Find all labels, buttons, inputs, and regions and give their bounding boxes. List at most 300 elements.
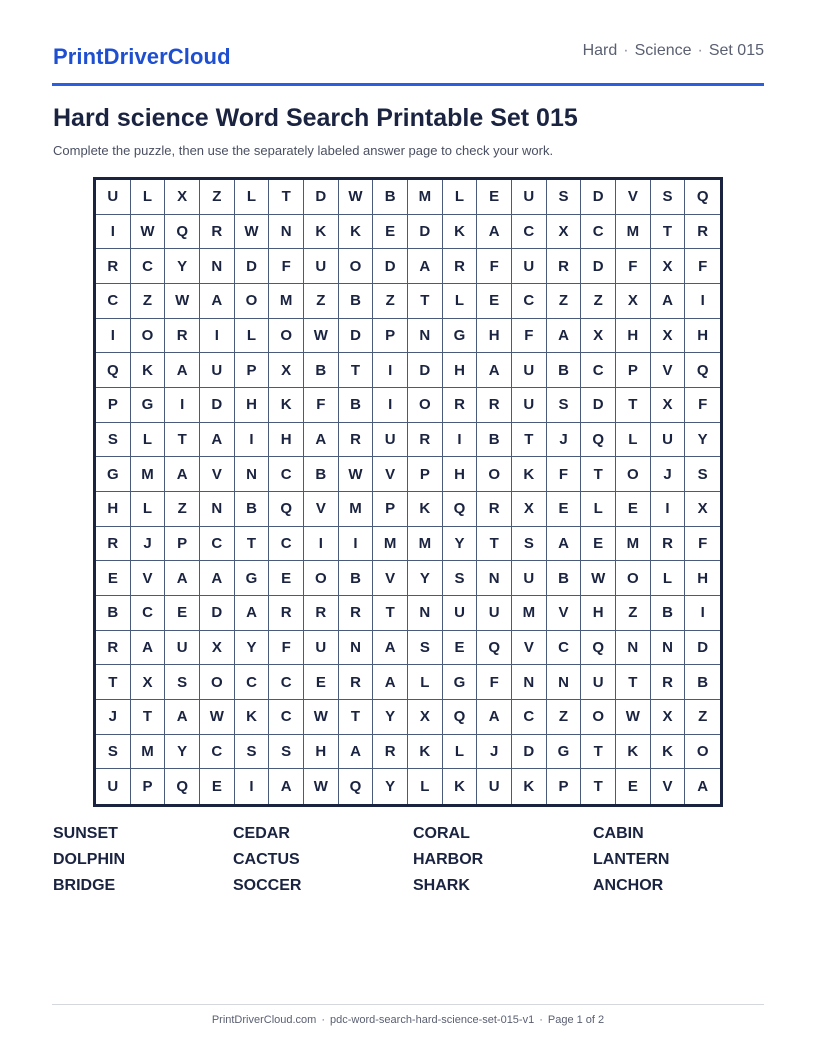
grid-cell[interactable]: U <box>200 353 235 388</box>
grid-cell[interactable]: D <box>373 249 408 284</box>
grid-cell[interactable]: Z <box>616 596 651 631</box>
grid-cell[interactable]: S <box>443 561 478 596</box>
grid-cell[interactable]: H <box>269 423 304 458</box>
grid-cell[interactable]: A <box>477 215 512 250</box>
grid-cell[interactable]: V <box>547 596 582 631</box>
grid-cell[interactable]: L <box>443 180 478 215</box>
grid-cell[interactable]: I <box>165 388 200 423</box>
grid-cell[interactable]: E <box>443 631 478 666</box>
grid-cell[interactable]: X <box>512 492 547 527</box>
grid-cell[interactable]: B <box>339 388 374 423</box>
grid-cell[interactable]: F <box>304 388 339 423</box>
grid-cell[interactable]: S <box>685 457 720 492</box>
grid-cell[interactable]: T <box>339 353 374 388</box>
grid-cell[interactable]: B <box>651 596 686 631</box>
grid-cell[interactable]: T <box>339 700 374 735</box>
grid-cell[interactable]: U <box>165 631 200 666</box>
grid-cell[interactable]: Q <box>685 353 720 388</box>
grid-cell[interactable]: R <box>547 249 582 284</box>
grid-cell[interactable]: C <box>96 284 131 319</box>
grid-cell[interactable]: S <box>165 665 200 700</box>
grid-cell[interactable]: S <box>408 631 443 666</box>
grid-cell[interactable]: X <box>685 492 720 527</box>
grid-cell[interactable]: A <box>373 631 408 666</box>
grid-cell[interactable]: S <box>96 735 131 770</box>
grid-cell[interactable]: L <box>581 492 616 527</box>
grid-cell[interactable]: R <box>96 631 131 666</box>
grid-cell[interactable]: H <box>443 457 478 492</box>
grid-cell[interactable]: T <box>581 735 616 770</box>
grid-cell[interactable]: G <box>131 388 166 423</box>
grid-cell[interactable]: Y <box>165 249 200 284</box>
grid-cell[interactable]: M <box>408 527 443 562</box>
grid-cell[interactable]: I <box>373 388 408 423</box>
grid-cell[interactable]: I <box>96 319 131 354</box>
grid-cell[interactable]: L <box>443 735 478 770</box>
grid-cell[interactable]: U <box>512 249 547 284</box>
grid-cell[interactable]: K <box>131 353 166 388</box>
grid-cell[interactable]: O <box>616 561 651 596</box>
grid-cell[interactable]: W <box>235 215 270 250</box>
grid-cell[interactable]: H <box>304 735 339 770</box>
grid-cell[interactable]: C <box>131 249 166 284</box>
grid-cell[interactable]: L <box>235 180 270 215</box>
grid-cell[interactable]: K <box>512 457 547 492</box>
grid-cell[interactable]: S <box>235 735 270 770</box>
grid-cell[interactable]: D <box>235 249 270 284</box>
grid-cell[interactable]: R <box>304 596 339 631</box>
grid-cell[interactable]: C <box>200 527 235 562</box>
grid-cell[interactable]: A <box>200 284 235 319</box>
grid-cell[interactable]: X <box>547 215 582 250</box>
grid-cell[interactable]: X <box>269 353 304 388</box>
grid-cell[interactable]: U <box>512 561 547 596</box>
grid-cell[interactable]: O <box>408 388 443 423</box>
grid-cell[interactable]: N <box>651 631 686 666</box>
grid-cell[interactable]: W <box>304 769 339 804</box>
grid-cell[interactable]: R <box>443 388 478 423</box>
grid-cell[interactable]: K <box>269 388 304 423</box>
grid-cell[interactable]: V <box>304 492 339 527</box>
grid-cell[interactable]: C <box>131 596 166 631</box>
grid-cell[interactable]: U <box>512 180 547 215</box>
grid-cell[interactable]: H <box>235 388 270 423</box>
grid-cell[interactable]: R <box>339 665 374 700</box>
grid-cell[interactable]: W <box>200 700 235 735</box>
grid-cell[interactable]: R <box>200 215 235 250</box>
grid-cell[interactable]: K <box>304 215 339 250</box>
grid-cell[interactable]: C <box>200 735 235 770</box>
grid-cell[interactable]: U <box>304 631 339 666</box>
grid-cell[interactable]: P <box>235 353 270 388</box>
grid-cell[interactable]: N <box>512 665 547 700</box>
grid-cell[interactable]: M <box>131 735 166 770</box>
grid-cell[interactable]: S <box>547 388 582 423</box>
grid-cell[interactable]: V <box>373 457 408 492</box>
grid-cell[interactable]: A <box>547 319 582 354</box>
grid-cell[interactable]: A <box>235 596 270 631</box>
grid-cell[interactable]: F <box>547 457 582 492</box>
grid-cell[interactable]: K <box>408 492 443 527</box>
grid-cell[interactable]: U <box>443 596 478 631</box>
grid-cell[interactable]: C <box>269 665 304 700</box>
grid-cell[interactable]: A <box>165 457 200 492</box>
grid-cell[interactable]: K <box>408 735 443 770</box>
grid-cell[interactable]: T <box>131 700 166 735</box>
grid-cell[interactable]: Y <box>235 631 270 666</box>
grid-cell[interactable]: P <box>373 319 408 354</box>
grid-cell[interactable]: O <box>131 319 166 354</box>
grid-cell[interactable]: Y <box>408 561 443 596</box>
grid-cell[interactable]: I <box>235 769 270 804</box>
grid-cell[interactable]: E <box>269 561 304 596</box>
grid-cell[interactable]: I <box>443 423 478 458</box>
grid-cell[interactable]: V <box>131 561 166 596</box>
grid-cell[interactable]: N <box>408 596 443 631</box>
grid-cell[interactable]: L <box>131 492 166 527</box>
grid-cell[interactable]: Y <box>443 527 478 562</box>
grid-cell[interactable]: U <box>581 665 616 700</box>
grid-cell[interactable]: F <box>616 249 651 284</box>
grid-cell[interactable]: A <box>697 778 709 796</box>
grid-cell[interactable]: C <box>512 700 547 735</box>
grid-cell[interactable]: F <box>685 249 720 284</box>
grid-cell[interactable]: L <box>131 423 166 458</box>
grid-cell[interactable]: H <box>685 561 720 596</box>
grid-cell[interactable]: O <box>304 561 339 596</box>
grid-cell[interactable]: F <box>477 249 512 284</box>
grid-cell[interactable]: I <box>651 492 686 527</box>
grid-cell[interactable]: A <box>547 527 582 562</box>
grid-cell[interactable]: B <box>96 596 131 631</box>
grid-cell[interactable]: Y <box>373 700 408 735</box>
grid-cell[interactable]: X <box>651 249 686 284</box>
grid-cell[interactable]: T <box>651 215 686 250</box>
grid-cell[interactable]: I <box>200 319 235 354</box>
grid-cell[interactable]: X <box>131 665 166 700</box>
grid-cell[interactable]: M <box>616 215 651 250</box>
grid-cell[interactable]: F <box>685 527 720 562</box>
grid-cell[interactable]: T <box>512 423 547 458</box>
grid-cell[interactable]: Z <box>200 180 235 215</box>
grid-cell[interactable]: A <box>200 423 235 458</box>
grid-cell[interactable]: G <box>547 735 582 770</box>
grid-cell[interactable]: C <box>581 353 616 388</box>
grid-cell[interactable]: A <box>165 700 200 735</box>
grid-cell[interactable]: E <box>477 180 512 215</box>
grid-cell[interactable]: H <box>685 319 720 354</box>
grid-cell[interactable]: Q <box>581 423 616 458</box>
grid-cell[interactable]: H <box>581 596 616 631</box>
grid-cell[interactable]: M <box>512 596 547 631</box>
grid-cell[interactable]: D <box>581 388 616 423</box>
grid-cell[interactable]: R <box>443 249 478 284</box>
grid-cell[interactable]: Z <box>304 284 339 319</box>
grid-cell[interactable]: X <box>165 180 200 215</box>
grid-cell[interactable]: K <box>512 769 547 804</box>
grid-cell[interactable]: X <box>408 700 443 735</box>
grid-cell[interactable]: A <box>304 423 339 458</box>
grid-cell[interactable]: L <box>235 319 270 354</box>
grid-cell[interactable]: E <box>373 215 408 250</box>
grid-cell[interactable]: U <box>96 769 131 804</box>
grid-cell[interactable]: L <box>651 561 686 596</box>
grid-cell[interactable]: J <box>96 700 131 735</box>
grid-cell[interactable]: E <box>165 596 200 631</box>
grid-cell[interactable]: E <box>547 492 582 527</box>
grid-cell[interactable]: V <box>512 631 547 666</box>
grid-cell[interactable]: T <box>581 769 616 804</box>
grid-cell[interactable]: I <box>373 353 408 388</box>
grid-cell[interactable]: T <box>96 665 131 700</box>
grid-cell[interactable]: K <box>443 215 478 250</box>
grid-cell[interactable]: R <box>96 249 131 284</box>
grid-cell[interactable]: T <box>235 527 270 562</box>
grid-cell[interactable]: C <box>581 215 616 250</box>
grid-cell[interactable]: D <box>408 353 443 388</box>
grid-cell[interactable]: A <box>165 353 200 388</box>
grid-cell[interactable]: U <box>651 423 686 458</box>
grid-cell[interactable]: N <box>477 561 512 596</box>
grid-cell[interactable]: B <box>235 492 270 527</box>
grid-cell[interactable]: I <box>339 527 374 562</box>
grid-cell[interactable]: B <box>339 561 374 596</box>
grid-cell[interactable]: P <box>408 457 443 492</box>
grid-cell[interactable]: Q <box>685 180 720 215</box>
grid-cell[interactable]: R <box>651 665 686 700</box>
grid-cell[interactable]: E <box>96 561 131 596</box>
grid-cell[interactable]: Z <box>685 700 720 735</box>
grid-cell[interactable]: I <box>96 215 131 250</box>
grid-cell[interactable]: B <box>477 423 512 458</box>
grid-cell[interactable]: B <box>685 665 720 700</box>
grid-cell[interactable]: W <box>616 700 651 735</box>
grid-cell[interactable]: F <box>477 665 512 700</box>
grid-cell[interactable]: G <box>443 319 478 354</box>
grid-cell[interactable]: Q <box>269 492 304 527</box>
grid-cell[interactable]: B <box>547 561 582 596</box>
grid-cell[interactable]: X <box>581 319 616 354</box>
grid-cell[interactable]: T <box>269 180 304 215</box>
grid-cell[interactable]: F <box>269 249 304 284</box>
grid-cell[interactable]: X <box>616 284 651 319</box>
grid-cell[interactable]: Y <box>373 769 408 804</box>
grid-cell[interactable]: U <box>304 249 339 284</box>
grid-cell[interactable]: Q <box>443 492 478 527</box>
grid-cell[interactable]: K <box>651 735 686 770</box>
grid-cell[interactable]: N <box>408 319 443 354</box>
grid-cell[interactable]: R <box>165 319 200 354</box>
grid-cell[interactable]: M <box>408 180 443 215</box>
grid-cell[interactable]: E <box>304 665 339 700</box>
grid-cell[interactable]: C <box>269 457 304 492</box>
grid-cell[interactable]: D <box>408 215 443 250</box>
grid-cell[interactable]: V <box>200 457 235 492</box>
grid-cell[interactable]: W <box>304 700 339 735</box>
grid-cell[interactable]: A <box>651 284 686 319</box>
grid-cell[interactable]: T <box>477 527 512 562</box>
grid-cell[interactable]: L <box>408 665 443 700</box>
grid-cell[interactable]: Z <box>547 700 582 735</box>
grid-cell[interactable]: L <box>131 180 166 215</box>
grid-cell[interactable]: D <box>581 249 616 284</box>
grid-cell[interactable]: X <box>651 319 686 354</box>
grid-cell[interactable]: R <box>477 388 512 423</box>
grid-cell[interactable]: V <box>373 561 408 596</box>
grid-cell[interactable]: J <box>547 423 582 458</box>
grid-cell[interactable]: Q <box>96 353 131 388</box>
grid-cell[interactable]: C <box>269 700 304 735</box>
grid-cell[interactable]: T <box>616 388 651 423</box>
grid-cell[interactable]: D <box>200 596 235 631</box>
grid-cell[interactable]: M <box>131 457 166 492</box>
grid-cell[interactable]: A <box>477 353 512 388</box>
grid-cell[interactable]: T <box>616 665 651 700</box>
grid-cell[interactable]: C <box>235 665 270 700</box>
grid-cell[interactable]: S <box>512 527 547 562</box>
grid-cell[interactable]: B <box>373 180 408 215</box>
grid-cell[interactable]: O <box>581 700 616 735</box>
grid-cell[interactable]: Q <box>581 631 616 666</box>
grid-cell[interactable]: R <box>339 423 374 458</box>
grid-cell[interactable]: M <box>269 284 304 319</box>
grid-cell[interactable]: N <box>200 492 235 527</box>
grid-cell[interactable]: T <box>165 423 200 458</box>
grid-cell[interactable]: P <box>165 527 200 562</box>
grid-cell[interactable]: J <box>651 457 686 492</box>
grid-cell[interactable]: K <box>443 769 478 804</box>
grid-cell[interactable]: Z <box>581 284 616 319</box>
grid-cell[interactable]: A <box>131 631 166 666</box>
grid-cell[interactable]: F <box>269 631 304 666</box>
grid-cell[interactable]: Q <box>165 215 200 250</box>
grid-cell[interactable]: I <box>304 527 339 562</box>
grid-cell[interactable]: R <box>408 423 443 458</box>
grid-cell[interactable]: X <box>651 388 686 423</box>
grid-cell[interactable]: I <box>685 596 720 631</box>
grid-cell[interactable]: J <box>477 735 512 770</box>
grid-cell[interactable]: N <box>269 215 304 250</box>
grid-cell[interactable]: W <box>304 319 339 354</box>
grid-cell[interactable]: P <box>373 492 408 527</box>
grid-cell[interactable]: W <box>165 284 200 319</box>
grid-cell[interactable]: D <box>512 735 547 770</box>
grid-cell[interactable]: A <box>165 561 200 596</box>
grid-cell[interactable]: W <box>339 180 374 215</box>
grid-cell[interactable]: U <box>96 180 131 215</box>
grid-cell[interactable]: G <box>235 561 270 596</box>
grid-cell[interactable]: R <box>269 596 304 631</box>
grid-cell[interactable]: U <box>512 388 547 423</box>
grid-cell[interactable]: O <box>235 284 270 319</box>
grid-cell[interactable]: O <box>477 457 512 492</box>
grid-cell[interactable]: L <box>443 284 478 319</box>
grid-cell[interactable]: X <box>651 700 686 735</box>
grid-cell[interactable]: R <box>651 527 686 562</box>
grid-cell[interactable]: F <box>512 319 547 354</box>
grid-cell[interactable]: A <box>477 700 512 735</box>
grid-cell[interactable]: C <box>269 527 304 562</box>
grid-cell[interactable]: H <box>96 492 131 527</box>
grid-cell[interactable]: V <box>651 353 686 388</box>
grid-cell[interactable]: F <box>685 388 720 423</box>
grid-cell[interactable]: D <box>685 631 720 666</box>
grid-cell[interactable]: A <box>269 769 304 804</box>
grid-cell[interactable]: Y <box>685 423 720 458</box>
grid-cell[interactable]: Z <box>165 492 200 527</box>
grid-cell[interactable]: C <box>512 215 547 250</box>
grid-cell[interactable]: N <box>200 249 235 284</box>
grid-cell[interactable]: O <box>200 665 235 700</box>
grid-cell[interactable]: E <box>616 492 651 527</box>
grid-cell[interactable]: E <box>581 527 616 562</box>
grid-cell[interactable]: E <box>200 769 235 804</box>
grid-cell[interactable]: S <box>96 423 131 458</box>
grid-cell[interactable]: R <box>373 735 408 770</box>
grid-cell[interactable]: L <box>616 423 651 458</box>
grid-cell[interactable]: B <box>304 353 339 388</box>
grid-cell[interactable]: D <box>304 180 339 215</box>
grid-cell[interactable]: O <box>339 249 374 284</box>
grid-cell[interactable]: C <box>512 284 547 319</box>
grid-cell[interactable]: J <box>131 527 166 562</box>
grid-cell[interactable]: M <box>339 492 374 527</box>
grid-cell[interactable]: A <box>200 561 235 596</box>
grid-cell[interactable]: D <box>200 388 235 423</box>
grid-cell[interactable]: P <box>547 769 582 804</box>
grid-cell[interactable]: U <box>477 596 512 631</box>
grid-cell[interactable]: V <box>651 769 686 804</box>
grid-cell[interactable]: Z <box>131 284 166 319</box>
grid-cell[interactable]: Q <box>165 769 200 804</box>
grid-cell[interactable]: Z <box>547 284 582 319</box>
grid-cell[interactable]: I <box>235 423 270 458</box>
grid-cell[interactable]: P <box>96 388 131 423</box>
grid-cell[interactable]: D <box>581 180 616 215</box>
grid-cell[interactable]: N <box>616 631 651 666</box>
grid-cell[interactable]: M <box>373 527 408 562</box>
grid-cell[interactable]: W <box>131 215 166 250</box>
grid-cell[interactable]: O <box>269 319 304 354</box>
grid-cell[interactable]: R <box>339 596 374 631</box>
grid-cell[interactable]: R <box>477 492 512 527</box>
grid-cell[interactable]: P <box>131 769 166 804</box>
grid-cell[interactable]: I <box>685 284 720 319</box>
grid-cell[interactable]: X <box>200 631 235 666</box>
grid-cell[interactable]: Z <box>373 284 408 319</box>
grid-cell[interactable]: B <box>304 457 339 492</box>
grid-cell[interactable]: W <box>339 457 374 492</box>
grid-cell[interactable]: G <box>96 457 131 492</box>
grid-cell[interactable]: M <box>616 527 651 562</box>
grid-cell[interactable]: A <box>408 249 443 284</box>
grid-cell[interactable]: K <box>235 700 270 735</box>
grid-cell[interactable]: E <box>477 284 512 319</box>
grid-cell[interactable]: H <box>477 319 512 354</box>
grid-cell[interactable]: E <box>616 769 651 804</box>
grid-cell[interactable]: C <box>547 631 582 666</box>
grid-cell[interactable]: U <box>512 353 547 388</box>
grid-cell[interactable]: T <box>581 457 616 492</box>
grid-cell[interactable]: O <box>616 457 651 492</box>
grid-cell[interactable]: H <box>616 319 651 354</box>
grid-cell[interactable]: Y <box>165 735 200 770</box>
grid-cell[interactable]: Q <box>339 769 374 804</box>
grid-cell[interactable]: A <box>373 665 408 700</box>
grid-cell[interactable]: R <box>685 215 720 250</box>
grid-cell[interactable]: U <box>373 423 408 458</box>
grid-cell[interactable]: R <box>96 527 131 562</box>
